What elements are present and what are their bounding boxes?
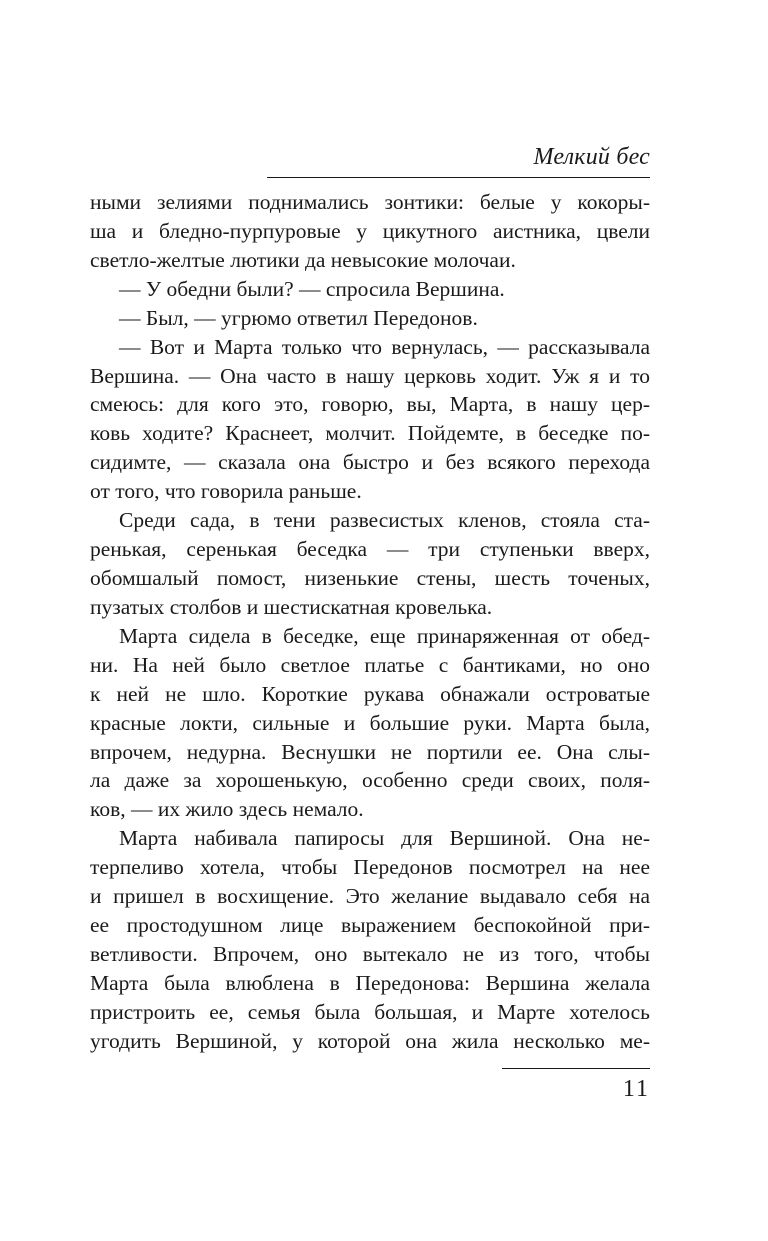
text-line: пузатых столбов и шестискатная кровелька. — [90, 594, 493, 619]
text-line: смеюсь: для кого это, говорю, вы, Марта, в нашу цер- — [90, 392, 650, 417]
text-line: ков, — их жило здесь немало. — [90, 797, 364, 822]
text-line: сидимте, — сказала она быстро и без всякого перехода — [90, 450, 650, 475]
text-line: обомшалый помост, низенькие стены, шесть точеных, — [90, 565, 650, 590]
text-line: ветливости. Впрочем, оно вытекало не из того, чтобы — [90, 941, 650, 966]
text-line: пристроить ее, семья была большая, и Марте хотелось — [90, 999, 650, 1024]
text-line: — У обедни были? — спросила Вершина. — [119, 276, 505, 301]
text-line: ни. На ней было светлое платье с бантиками, но оно — [90, 652, 650, 677]
text-line: ренькая, серенькая беседка — три ступеньки вверх, — [90, 537, 650, 562]
header-rule — [267, 177, 650, 178]
text-line: от того, что говорила раньше. — [90, 479, 362, 504]
footer-rule — [502, 1068, 650, 1069]
running-title: Мелкий бес — [533, 144, 650, 170]
text-line: ными зелиями поднимались зонтики: белые у кокоры- — [90, 190, 650, 214]
text-line: угодить Вершиной, у которой она жила несколько ме- — [90, 1028, 650, 1053]
page-number: 11 — [622, 1076, 650, 1102]
text-line: к ней не шло. Короткие рукава обнажали островатые — [90, 681, 650, 706]
text-line: ее простодушном лице выражением беспокойной при- — [90, 913, 650, 938]
text-line: Марта была влюблена в Передонова: Вершина желала — [90, 970, 650, 995]
text-line: ша и бледно-пурпуровые у цикутного аистника, цвели — [90, 218, 650, 243]
text-line: Марта сидела в беседке, еще принаряженная от обед- — [119, 623, 650, 648]
text-line: и пришел в восхищение. Это желание выдавало себя на — [90, 884, 650, 909]
text-line: Вершина. — Она часто в нашу церковь ходит. Уж я и то — [90, 363, 650, 388]
text-line: светло-желтые лютики да невысокие молочаи. — [90, 247, 516, 272]
text-line: впрочем, недурна. Веснушки не портили ее. Она слы- — [90, 739, 650, 764]
text-line: Марта набивала папиросы для Вершиной. Она не- — [119, 826, 650, 851]
text-line: — Вот и Марта только что вернулась, — рассказывала — [119, 334, 650, 359]
text-line: красные локти, сильные и большие руки. Марта была, — [90, 710, 650, 735]
text-line: — Был, — угрюмо ответил Передонов. — [119, 305, 478, 330]
text-line: ла даже за хорошенькую, особенно среди своих, поля- — [90, 768, 650, 793]
text-line: терпеливо хотела, чтобы Передонов посмотрел на нее — [90, 855, 650, 880]
text-line: ковь ходите? Краснеет, молчит. Пойдемте, в беседке по- — [90, 421, 650, 446]
text-line: Среди сада, в тени развесистых кленов, стояла ста- — [119, 508, 650, 533]
body-text — [90, 188, 650, 1056]
